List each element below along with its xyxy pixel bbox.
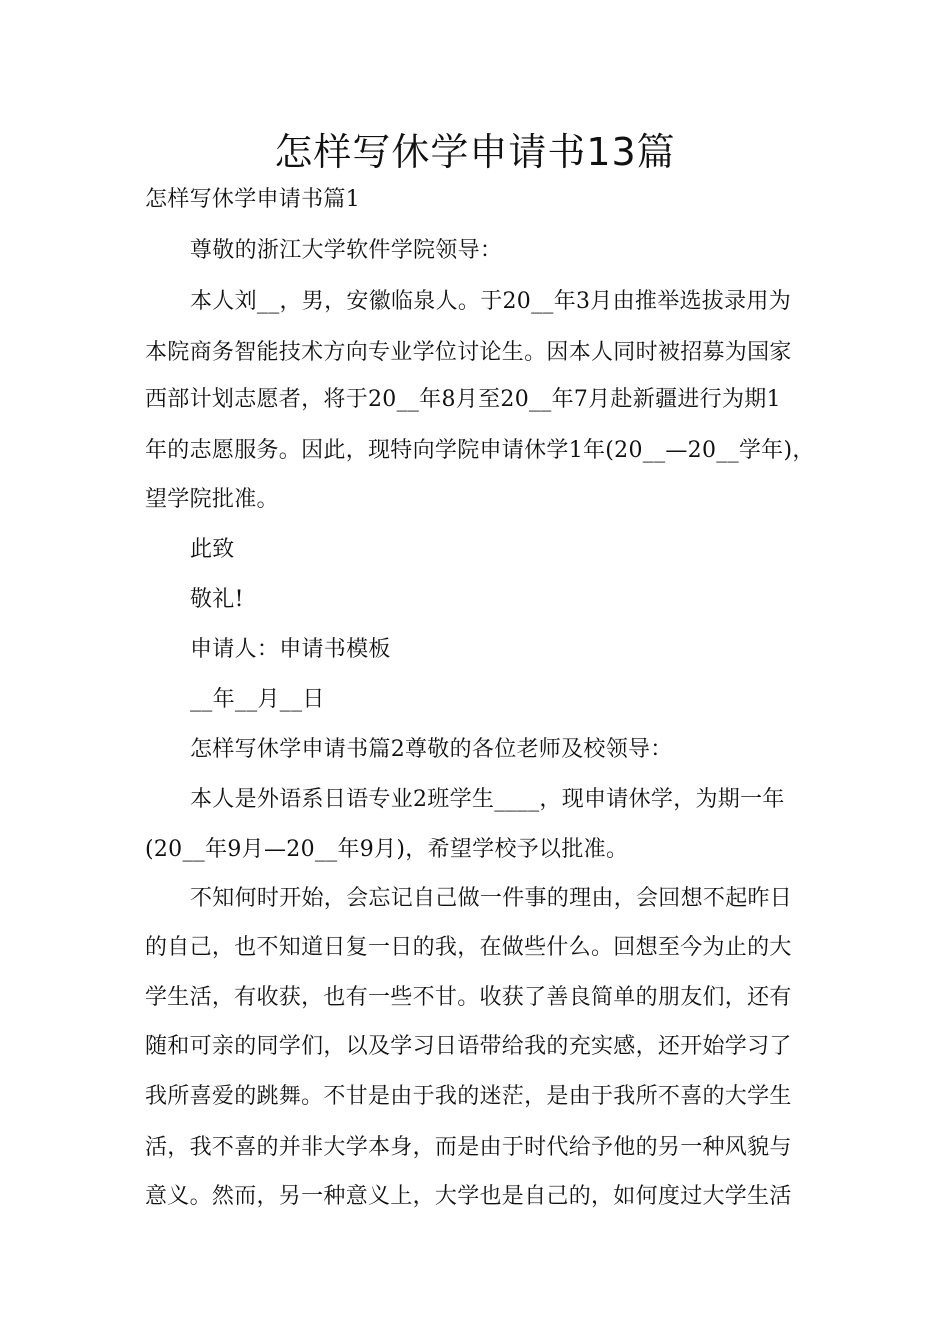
section-heading-1: 怎样写休学申请书篇1	[145, 187, 360, 212]
body-line: 望学院批准。	[145, 487, 279, 512]
body-line: 本人刘__，男，安徽临泉人。于20__年3月由推举选拔录用为	[190, 289, 791, 314]
body-line: 本院商务智能技术方向专业学位讨论生。因本人同时被招募为国家	[145, 340, 792, 365]
body-line: 我所喜爱的跳舞。不甘是由于我的迷茫，是由于我所不喜的大学生	[145, 1084, 792, 1109]
body-line: 活，我不喜的并非大学本身，而是由于时代给予他的另一种风貌与	[145, 1135, 792, 1160]
body-line: 学生活，有收获，也有一些不甘。收获了善良简单的朋友们，还有	[145, 985, 792, 1010]
body-line: 意义。然而，另一种意义上，大学也是自己的，如何度过大学生活	[145, 1184, 792, 1209]
salutation-1: 尊敬的浙江大学软件学院领导：	[190, 238, 503, 263]
body-line: 西部计划志愿者，将于20__年8月至20__年7月赴新疆进行为期1	[145, 387, 781, 412]
section-heading-2: 怎样写休学申请书篇2尊敬的各位老师及校领导：	[190, 737, 673, 762]
body-line: 不知何时开始，会忘记自己做一件事的理由，会回想不起昨日	[190, 886, 793, 911]
document-title: 怎样写休学申请书13篇	[274, 130, 676, 174]
body-line: 随和可亲的同学们，以及学习日语带给我的充实感，还开始学习了	[145, 1034, 792, 1059]
body-line: 本人是外语系日语专业2班学生____，现申请休学，为期一年	[190, 787, 785, 812]
applicant-line: 申请人：申请书模板	[190, 637, 391, 662]
closing-line: 敬礼!	[190, 587, 244, 612]
body-line: (20__年9月—20__年9月)，希望学校予以批准。	[145, 837, 629, 862]
date-line: __年__月__日	[190, 687, 325, 712]
body-line: 的自己，也不知道日复一日的我，在做些什么。回想至今为止的大	[145, 935, 792, 960]
closing-line: 此致	[190, 537, 235, 562]
body-line: 年的志愿服务。因此，现特向学院申请休学1年(20__—20__学年)，	[145, 438, 815, 463]
